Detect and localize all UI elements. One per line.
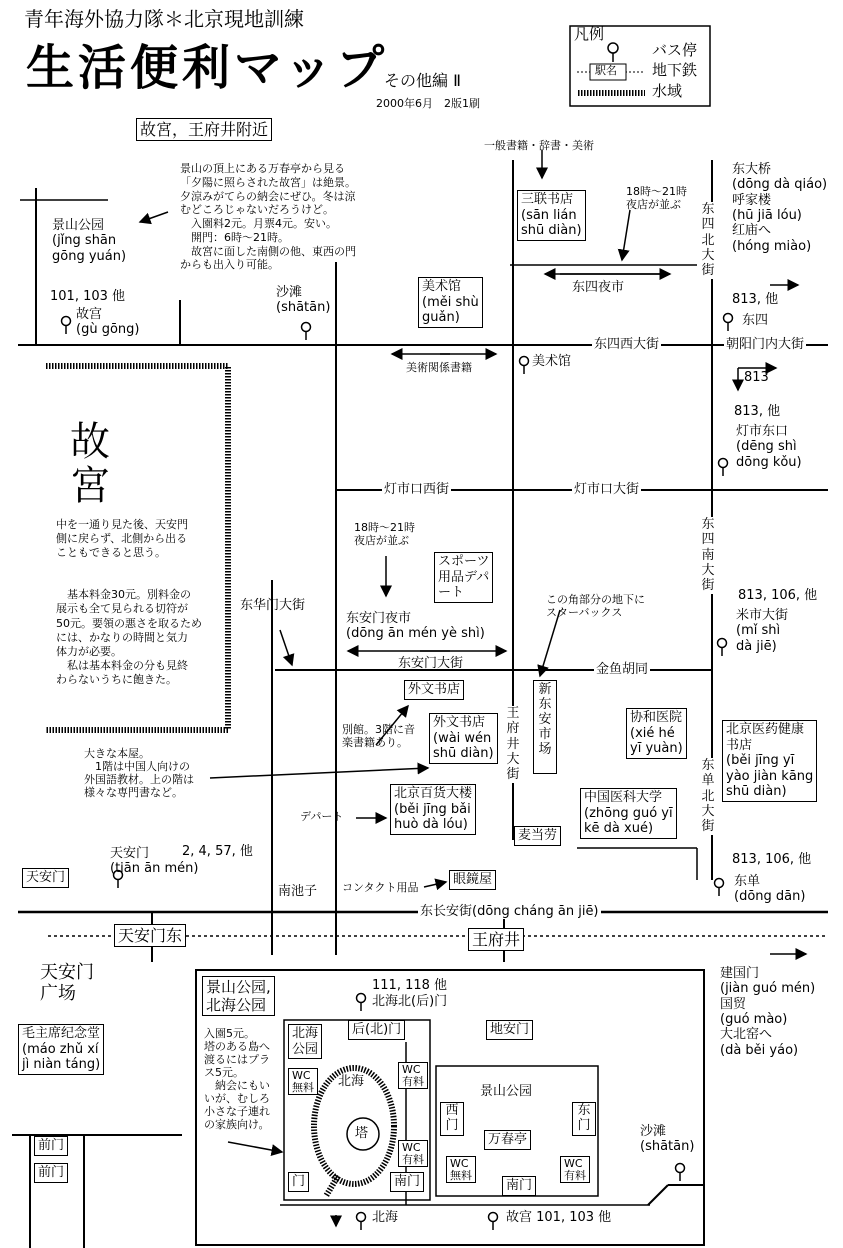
dongsi-bus-lines: 813, 他 [732, 292, 779, 307]
street-dongdanbei: 东 单 北 大 街 [699, 758, 717, 835]
department-label: デパート [300, 810, 344, 823]
legend-title: 凡例 [574, 25, 605, 43]
mausoleum: 毛主席纪念堂 (máo zhǔ xí jì niàn táng) [18, 1024, 104, 1075]
beihaibei-bus-lines: 111, 118 他 [372, 978, 448, 993]
sports-store: スポーツ 用品デパ ート [434, 552, 493, 603]
edition: 2000年6月 2版1刷 [376, 97, 480, 110]
bookstore-note: 大きな本屋。 1階は中国人向けの 外国語教材。上の階は 様々な専門書など。 [84, 747, 194, 799]
dengshikou-bus-lines: 813, 他 [734, 404, 781, 419]
tiananmen-bus-stop: 天安门 (tiān ān mén) [110, 846, 199, 877]
legend-bus: バス停 [652, 41, 698, 59]
route-813: 813 [744, 370, 769, 385]
beihai-north-gate: 后(北)门 [348, 1020, 405, 1040]
donganmen-night-note: 18時～21時 夜店が並ぶ [354, 521, 415, 547]
inset-title: 景山公园, 北海公园 [202, 976, 275, 1016]
wc-paid-2: WC 有料 [398, 1140, 428, 1167]
dongdaqiao-destinations: 东大桥 (dōng dà qiáo) 呼家楼 (hū jiā lóu) 红庙へ (hóng miào) [732, 162, 828, 254]
beihai-west-gate: 门 [288, 1172, 309, 1192]
street-dongsibei: 东 四 北 大 街 [699, 202, 717, 279]
street-jinyuhutong: 金鱼胡同 [596, 662, 649, 677]
station-wangfujing: 王府井 [468, 928, 524, 951]
area-title: 故宮，王府井附近 [136, 118, 272, 141]
beihai-lake: 北海 [338, 1074, 365, 1089]
wc-free-2: WC 無料 [446, 1156, 476, 1183]
mishi-bus-stop: 米市大街 (mǐ shì dà jiē) [736, 608, 789, 654]
wc-paid-3: WC 有料 [560, 1156, 590, 1183]
legend-station: 駅名 [595, 64, 617, 77]
jianguomen-destinations: 建国门 (jiàn guó mén) 国贸 (guó mào) 大北窑へ (dà běi yáo) [720, 966, 816, 1058]
dengshikou-bus-stop: 灯市东口 (dēng shì dōng kǒu) [736, 424, 802, 470]
tiananmen-bus-lines: 2, 4, 57, 他 [182, 844, 253, 859]
gugong-note: 中を一通り見た後、天安門 側に戻らず、北側から出る こともできると思う。 基本料金30元。別料金の 展示も全て見られる切符が 50元。要領の悪さを取るため には、かなりの時間と気力 体力が必要。 私は基本料金の分も見終 わらないうちに飽きた。 [56, 518, 202, 686]
dongdan-bus-stop: 东单 (dōng dān) [734, 874, 806, 905]
nanchizi-label: 南池子 [278, 884, 318, 899]
waiwen-bookstore-top: 外文书店 [404, 680, 464, 700]
street-donghuamen: 东华门大街 [240, 598, 306, 613]
wanchunting: 万春亭 [484, 1130, 531, 1150]
jingshan-note: 景山の頂上にある万春亭から見る 「夕陽に照らされた故宮」は絶景。 夕涼みがてらの納会にぜひ。冬は涼 むどころじゃないだろうけど。 入園料2元。月票4元。安い。 開門：6時～21時。 故宮に面した南側の他、東西の門 からも出入り可能。 [180, 162, 356, 272]
gugong-label: 故 宮 [70, 419, 110, 509]
street-dongchangan: 东长安街(dōng cháng ān jiē) [420, 904, 599, 919]
gugong-bus-stop-2: 故宫 101, 103 他 [506, 1210, 612, 1225]
main-title: 生活便利マップ [26, 40, 389, 96]
street-dengshikouxi: 灯市口西街 [384, 482, 450, 497]
sanlian-bookstore: 三联书店 (sān lián shū diàn) [517, 190, 586, 241]
yikedaxue: 中国医科大学 (zhōng guó yī kē dà xué) [580, 788, 677, 839]
beihai-tower: 塔 [355, 1126, 369, 1141]
beihai-note: 入園5元。 塔のある島へ 渡るにはプラ ス5元。 納会にもい いが、むしろ 小さな子連れ の家族向け。 [204, 1027, 270, 1131]
street-donganmen: 东安门大街 [398, 656, 464, 671]
subtitle: その他編 Ⅱ [384, 71, 461, 90]
station-tiananmendong: 天安门东 [114, 924, 186, 947]
tiananmen-square: 天安门 广场 [40, 962, 94, 1005]
shatan-bus-stop: 沙滩 (shātān) [276, 285, 331, 316]
general-books-label: 一般書籍・辞書・美術 [484, 139, 594, 152]
dongdan-bus-lines: 813, 106, 他 [732, 852, 812, 867]
beihai-park: 北海 公园 [288, 1024, 322, 1059]
meishuguan-bus-stop: 美术馆 [532, 354, 572, 369]
street-dongsiyeshi: 东四夜市 [572, 280, 625, 295]
street-dongsixi: 东四西大街 [594, 337, 660, 352]
jingshan-park-inset: 景山公园 [480, 1084, 533, 1099]
header-title: 青年海外協力隊＊北京現地訓練 [24, 7, 304, 31]
mishi-bus-lines: 813, 106, 他 [738, 588, 818, 603]
dianmen-gate: 地安门 [486, 1020, 533, 1040]
shatan-bus-stop-2: 沙滩 (shātān) [640, 1124, 695, 1155]
dongsi-bus-stop: 东四 [742, 313, 769, 328]
street-wangfujing: 王 府 井 大 街 [504, 706, 522, 783]
wc-free-1: WC 無料 [288, 1068, 318, 1095]
mcdonalds: 麦当劳 [514, 826, 561, 846]
meishuguan-box: 美术馆 (měi shù guǎn) [418, 277, 483, 328]
wc-paid-1: WC 有料 [398, 1062, 428, 1089]
qianmen-1: 前门 [34, 1136, 68, 1156]
dongsi-night-note: 18時～21時 夜店が並ぶ [626, 185, 687, 211]
xiehe-hospital: 协和医院 (xié hé yī yuàn) [626, 708, 687, 759]
donganmen-night-market: 东安门夜市 (dōng ān mén yè shì) [346, 611, 485, 642]
beihaibei-bus-stop: 北海北(后)门 [372, 994, 448, 1009]
street-dongsinan: 东 四 南 大 街 [699, 517, 717, 594]
beihai-south-gate: 南门 [390, 1172, 424, 1192]
jingshan-west-gate: 西门 [440, 1102, 464, 1136]
waiwen-bookstore: 外文书店 (wài wén shū diàn) [429, 713, 498, 764]
jingshan-east-gate: 东门 [572, 1102, 596, 1136]
xindongan-market: 新东安市场 [533, 680, 557, 774]
optician: 眼鏡屋 [449, 870, 496, 890]
street-chaoyangmen: 朝阳门内大街 [726, 337, 805, 352]
jingshan-south-gate: 南门 [502, 1176, 536, 1196]
qianmen-2: 前门 [34, 1163, 68, 1183]
beihai-bus-stop: 北海 [372, 1210, 399, 1225]
yiyao-bookstore: 北京医药健康 书店 (běi jīng yī yào jiàn kāng shū diàn) [722, 720, 817, 802]
gugong-bus-lines: 101, 103 他 [50, 289, 126, 304]
baihuo-department-store: 北京百货大楼 (běi jīng bǎi huò dà lóu) [390, 784, 476, 835]
annex-note: 別館。3階に音 楽書籍あり。 [342, 723, 415, 749]
tiananmen-box: 天安门 [22, 868, 69, 888]
legend-subway: 地下鉄 [652, 61, 698, 79]
legend-water: 水域 [652, 82, 683, 100]
jingshan-park: 景山公园 (jǐng shān gōng yuán) [52, 218, 127, 264]
art-books-label: 美術関係書籍 [406, 361, 472, 374]
street-dengshikoudajie: 灯市口大街 [574, 482, 640, 497]
gugong-bus-stop: 故宫 (gù gōng) [76, 307, 140, 338]
starbucks-note: この角部分の地下に スターバックス [546, 593, 645, 619]
contact-lens-label: コンタクト用品 [342, 881, 419, 894]
